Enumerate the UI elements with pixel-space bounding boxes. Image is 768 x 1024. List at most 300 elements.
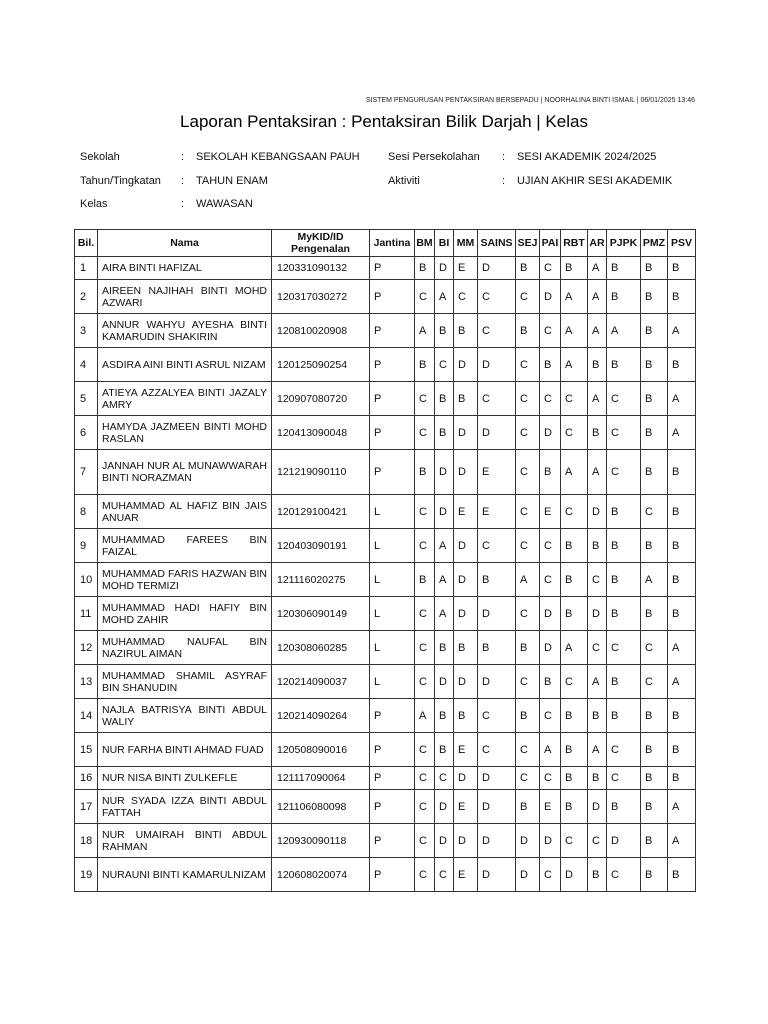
grade-cell-pjpk: B <box>607 665 641 699</box>
grade-cell-pjpk: B <box>607 790 641 824</box>
grade-cell-bi: C <box>435 348 454 382</box>
grade-cell-sains: D <box>478 348 516 382</box>
grade-cell-rbt: B <box>561 563 588 597</box>
grade-cell-pmz: B <box>641 790 668 824</box>
mykid-cell: 120608020074 <box>272 858 370 892</box>
jantina-cell: P <box>370 858 415 892</box>
mykid-cell: 120214090037 <box>272 665 370 699</box>
jantina-cell: P <box>370 733 415 767</box>
grade-cell-ar: A <box>588 733 607 767</box>
grade-cell-psv: A <box>668 382 696 416</box>
grade-cell-bi: C <box>435 858 454 892</box>
grade-cell-ar: A <box>588 382 607 416</box>
grade-cell-pmz: B <box>641 280 668 314</box>
grade-cell-psv: B <box>668 495 696 529</box>
grade-cell-bm: C <box>415 824 435 858</box>
table-row <box>75 314 696 348</box>
grade-cell-rbt: B <box>561 767 588 790</box>
grade-cell-rbt: A <box>561 631 588 665</box>
grade-cell-mm: D <box>454 597 478 631</box>
grade-cell-bi: B <box>435 382 454 416</box>
bil-cell: 6 <box>75 416 98 450</box>
bil-cell: 15 <box>75 733 98 767</box>
bil-cell: 3 <box>75 314 98 348</box>
nama-cell: ATIEYA AZZALYEA BINTI JAZALY AMRY <box>98 382 272 416</box>
grade-cell-sains: C <box>478 529 516 563</box>
table-body <box>75 257 696 892</box>
grade-cell-pai: C <box>540 767 561 790</box>
grade-cell-sej: B <box>516 631 540 665</box>
grade-cell-rbt: C <box>561 824 588 858</box>
grade-cell-psv: B <box>668 767 696 790</box>
grade-cell-rbt: A <box>561 450 588 495</box>
grade-cell-sains: D <box>478 597 516 631</box>
grade-cell-pai: C <box>540 858 561 892</box>
grade-cell-ar: B <box>588 699 607 733</box>
grade-cell-psv: B <box>668 597 696 631</box>
bil-cell: 14 <box>75 699 98 733</box>
grade-cell-pmz: B <box>641 314 668 348</box>
grade-cell-pai: E <box>540 495 561 529</box>
grade-cell-psv: B <box>668 257 696 280</box>
column-header-pai: PAI <box>540 230 561 257</box>
table-row <box>75 858 696 892</box>
nama-cell: MUHAMMAD NAUFAL BIN NAZIRUL AIMAN <box>98 631 272 665</box>
nama-cell: ASDIRA AINI BINTI ASRUL NIZAM <box>98 348 272 382</box>
grade-cell-bi: D <box>435 495 454 529</box>
grade-cell-sains: D <box>478 824 516 858</box>
grade-cell-bi: B <box>435 631 454 665</box>
grade-cell-sains: E <box>478 495 516 529</box>
grade-cell-sains: B <box>478 631 516 665</box>
grade-cell-sains: C <box>478 382 516 416</box>
grade-cell-mm: B <box>454 631 478 665</box>
column-header-mm: MM <box>454 230 478 257</box>
jantina-cell: P <box>370 699 415 733</box>
grade-cell-bm: A <box>415 699 435 733</box>
system-info-line: SISTEM PENGURUSAN PENTAKSIRAN BERSEPADU | NOORHALINA BINTI ISMAIL | 06/01/2025 13:46 <box>365 97 695 104</box>
table-row <box>75 382 696 416</box>
grade-cell-pjpk: C <box>607 858 641 892</box>
grade-cell-sains: C <box>478 280 516 314</box>
sesi-value: SESI AKADEMIK 2024/2025 <box>517 151 657 163</box>
column-header-rbt: RBT <box>561 230 588 257</box>
grade-cell-mm: D <box>454 563 478 597</box>
grade-cell-bm: C <box>415 733 435 767</box>
table-row <box>75 348 696 382</box>
grade-cell-sej: C <box>516 597 540 631</box>
kelas-label: Kelas <box>80 198 108 210</box>
jantina-cell: P <box>370 257 415 280</box>
grade-cell-sej: B <box>516 699 540 733</box>
grade-cell-mm: E <box>454 733 478 767</box>
grade-cell-bm: C <box>415 665 435 699</box>
grade-cell-pai: C <box>540 382 561 416</box>
grade-cell-pjpk: C <box>607 733 641 767</box>
grade-cell-sains: D <box>478 257 516 280</box>
bil-cell: 8 <box>75 495 98 529</box>
grade-cell-psv: B <box>668 733 696 767</box>
nama-cell: HAMYDA JAZMEEN BINTI MOHD RASLAN <box>98 416 272 450</box>
grade-cell-sej: D <box>516 858 540 892</box>
nama-cell: MUHAMMAD HADI HAFIY BIN MOHD ZAHIR <box>98 597 272 631</box>
grade-cell-rbt: B <box>561 733 588 767</box>
grade-cell-psv: B <box>668 563 696 597</box>
grade-cell-sains: D <box>478 858 516 892</box>
grade-cell-sains: D <box>478 416 516 450</box>
jantina-cell: L <box>370 665 415 699</box>
grade-cell-sej: C <box>516 767 540 790</box>
grade-cell-pmz: C <box>641 495 668 529</box>
table-row <box>75 631 696 665</box>
grade-cell-pmz: B <box>641 348 668 382</box>
colon: : <box>181 175 185 187</box>
grade-cell-psv: B <box>668 529 696 563</box>
table-row <box>75 767 696 790</box>
grade-cell-sej: C <box>516 529 540 563</box>
nama-cell: AIREEN NAJIHAH BINTI MOHD AZWARI <box>98 280 272 314</box>
grade-cell-rbt: D <box>561 858 588 892</box>
grade-cell-bm: B <box>415 563 435 597</box>
nama-cell: MUHAMMAD AL HAFIZ BIN JAIS ANUAR <box>98 495 272 529</box>
grade-cell-bi: D <box>435 450 454 495</box>
bil-cell: 7 <box>75 450 98 495</box>
grade-cell-pai: C <box>540 529 561 563</box>
grade-cell-rbt: A <box>561 348 588 382</box>
mykid-cell: 120317030272 <box>272 280 370 314</box>
colon: : <box>502 175 506 187</box>
grade-cell-pai: D <box>540 280 561 314</box>
grade-cell-ar: A <box>588 314 607 348</box>
table-header-row <box>75 230 696 257</box>
grade-cell-bm: C <box>415 767 435 790</box>
grade-cell-pai: D <box>540 631 561 665</box>
grade-cell-ar: A <box>588 450 607 495</box>
column-header-bm: BM <box>415 230 435 257</box>
grade-cell-pai: B <box>540 450 561 495</box>
grade-cell-sej: D <box>516 824 540 858</box>
jantina-cell: P <box>370 416 415 450</box>
mykid-cell: 120331090132 <box>272 257 370 280</box>
mykid-cell: 120508090016 <box>272 733 370 767</box>
mykid-cell: 120403090191 <box>272 529 370 563</box>
sekolah-label: Sekolah <box>80 151 120 163</box>
tahun-label: Tahun/Tingkatan <box>80 175 161 187</box>
bil-cell: 18 <box>75 824 98 858</box>
grade-cell-pai: E <box>540 790 561 824</box>
grade-cell-bm: C <box>415 280 435 314</box>
grade-cell-pjpk: B <box>607 699 641 733</box>
jantina-cell: P <box>370 348 415 382</box>
grade-cell-sains: C <box>478 314 516 348</box>
grade-cell-bi: B <box>435 699 454 733</box>
nama-cell: NURAUNI BINTI KAMARULNIZAM <box>98 858 272 892</box>
grade-cell-rbt: B <box>561 257 588 280</box>
grade-cell-bm: C <box>415 529 435 563</box>
grade-cell-mm: E <box>454 790 478 824</box>
mykid-cell: 120930090118 <box>272 824 370 858</box>
column-header-mykid: MyKID/ID Pengenalan <box>272 230 370 257</box>
grade-cell-sains: D <box>478 790 516 824</box>
grade-cell-mm: B <box>454 699 478 733</box>
grade-cell-pjpk: C <box>607 631 641 665</box>
grade-cell-pai: D <box>540 824 561 858</box>
bil-cell: 1 <box>75 257 98 280</box>
grade-cell-rbt: B <box>561 699 588 733</box>
bil-cell: 12 <box>75 631 98 665</box>
grade-cell-mm: D <box>454 824 478 858</box>
column-header-bil: Bil. <box>75 230 98 257</box>
grade-cell-bi: B <box>435 416 454 450</box>
grade-cell-bm: C <box>415 416 435 450</box>
nama-cell: MUHAMMAD FARIS HAZWAN BIN MOHD TERMIZI <box>98 563 272 597</box>
grade-cell-ar: C <box>588 631 607 665</box>
table-row <box>75 495 696 529</box>
mykid-cell: 120306090149 <box>272 597 370 631</box>
grade-cell-sains: B <box>478 563 516 597</box>
jantina-cell: L <box>370 563 415 597</box>
table-row <box>75 790 696 824</box>
grade-cell-pmz: B <box>641 597 668 631</box>
grade-cell-sej: C <box>516 348 540 382</box>
grade-cell-psv: A <box>668 314 696 348</box>
mykid-cell: 121116020275 <box>272 563 370 597</box>
grade-cell-ar: D <box>588 597 607 631</box>
bil-cell: 9 <box>75 529 98 563</box>
grade-cell-bm: C <box>415 382 435 416</box>
grade-cell-pjpk: B <box>607 348 641 382</box>
grade-cell-mm: E <box>454 495 478 529</box>
grade-cell-rbt: B <box>561 529 588 563</box>
grade-cell-mm: D <box>454 450 478 495</box>
grade-cell-sains: C <box>478 733 516 767</box>
grade-cell-bi: D <box>435 665 454 699</box>
grade-cell-pjpk: B <box>607 280 641 314</box>
mykid-cell: 121117090064 <box>272 767 370 790</box>
column-header-nama: Nama <box>98 230 272 257</box>
mykid-cell: 120125090254 <box>272 348 370 382</box>
colon: : <box>181 151 185 163</box>
bil-cell: 10 <box>75 563 98 597</box>
grade-cell-mm: D <box>454 767 478 790</box>
grade-cell-pai: D <box>540 416 561 450</box>
grade-cell-pmz: C <box>641 665 668 699</box>
table-row <box>75 733 696 767</box>
grade-cell-mm: E <box>454 257 478 280</box>
grade-cell-rbt: C <box>561 665 588 699</box>
grade-cell-psv: A <box>668 824 696 858</box>
grade-cell-ar: A <box>588 280 607 314</box>
grade-cell-pjpk: B <box>607 257 641 280</box>
grade-cell-pai: C <box>540 257 561 280</box>
grade-cell-sains: E <box>478 450 516 495</box>
grade-cell-pai: A <box>540 733 561 767</box>
jantina-cell: L <box>370 495 415 529</box>
grade-cell-sej: C <box>516 382 540 416</box>
grade-cell-bm: A <box>415 314 435 348</box>
grade-cell-sej: B <box>516 257 540 280</box>
grade-cell-ar: A <box>588 257 607 280</box>
table-row <box>75 699 696 733</box>
jantina-cell: L <box>370 597 415 631</box>
grade-cell-bm: B <box>415 348 435 382</box>
aktiviti-value: UJIAN AKHIR SESI AKADEMIK <box>517 175 673 187</box>
table-row <box>75 529 696 563</box>
jantina-cell: L <box>370 631 415 665</box>
grade-cell-bi: B <box>435 733 454 767</box>
table-row <box>75 450 696 495</box>
grade-cell-ar: B <box>588 858 607 892</box>
grade-cell-psv: A <box>668 416 696 450</box>
grade-cell-bi: A <box>435 529 454 563</box>
grade-cell-pjpk: C <box>607 382 641 416</box>
grade-cell-rbt: A <box>561 280 588 314</box>
table-row <box>75 416 696 450</box>
nama-cell: MUHAMMAD FAREES BIN FAIZAL <box>98 529 272 563</box>
grade-cell-mm: D <box>454 348 478 382</box>
grade-cell-bm: B <box>415 257 435 280</box>
grade-cell-mm: D <box>454 665 478 699</box>
grade-cell-sains: D <box>478 767 516 790</box>
grade-cell-ar: B <box>588 767 607 790</box>
grade-cell-ar: D <box>588 495 607 529</box>
grade-cell-sej: B <box>516 790 540 824</box>
grade-cell-pmz: B <box>641 767 668 790</box>
grade-cell-mm: D <box>454 416 478 450</box>
grade-cell-sej: C <box>516 450 540 495</box>
grade-cell-bi: C <box>435 767 454 790</box>
grade-cell-psv: B <box>668 348 696 382</box>
nama-cell: NAJLA BATRISYA BINTI ABDUL WALIY <box>98 699 272 733</box>
grade-cell-pmz: B <box>641 416 668 450</box>
grade-cell-pjpk: C <box>607 416 641 450</box>
grade-cell-bm: B <box>415 450 435 495</box>
grade-cell-bi: A <box>435 280 454 314</box>
grade-cell-rbt: A <box>561 314 588 348</box>
grade-cell-pjpk: C <box>607 767 641 790</box>
mykid-cell: 120308060285 <box>272 631 370 665</box>
grade-cell-rbt: C <box>561 495 588 529</box>
grade-cell-sains: C <box>478 699 516 733</box>
grade-cell-bm: C <box>415 495 435 529</box>
tahun-value: TAHUN ENAM <box>196 175 268 187</box>
grade-cell-pai: C <box>540 563 561 597</box>
table-row <box>75 280 696 314</box>
nama-cell: NUR SYADA IZZA BINTI ABDUL FATTAH <box>98 790 272 824</box>
grade-cell-sej: A <box>516 563 540 597</box>
nama-cell: ANNUR WAHYU AYESHA BINTI KAMARUDIN SHAKIRIN <box>98 314 272 348</box>
grade-cell-pai: C <box>540 314 561 348</box>
grade-cell-mm: E <box>454 858 478 892</box>
page-title: Laporan Pentaksiran : Pentaksiran Bilik Darjah | Kelas <box>180 112 588 131</box>
column-header-ar: AR <box>588 230 607 257</box>
grade-cell-pmz: B <box>641 699 668 733</box>
column-header-psv: PSV <box>668 230 696 257</box>
grade-cell-pai: C <box>540 699 561 733</box>
grade-cell-pai: B <box>540 348 561 382</box>
grade-cell-pmz: B <box>641 382 668 416</box>
jantina-cell: P <box>370 767 415 790</box>
nama-cell: NUR UMAIRAH BINTI ABDUL RAHMAN <box>98 824 272 858</box>
grade-cell-bi: A <box>435 597 454 631</box>
grade-cell-pjpk: D <box>607 824 641 858</box>
mykid-cell: 121219090110 <box>272 450 370 495</box>
nama-cell: NUR FARHA BINTI AHMAD FUAD <box>98 733 272 767</box>
table-row <box>75 257 696 280</box>
mykid-cell: 120129100421 <box>272 495 370 529</box>
bil-cell: 16 <box>75 767 98 790</box>
grade-cell-pjpk: B <box>607 529 641 563</box>
grade-cell-psv: B <box>668 699 696 733</box>
grade-cell-pai: B <box>540 665 561 699</box>
mykid-cell: 120413090048 <box>272 416 370 450</box>
grade-cell-ar: B <box>588 348 607 382</box>
assessment-table <box>74 229 696 892</box>
bil-cell: 11 <box>75 597 98 631</box>
grade-cell-rbt: C <box>561 382 588 416</box>
grade-cell-sains: D <box>478 665 516 699</box>
grade-cell-bm: C <box>415 858 435 892</box>
grade-cell-bi: B <box>435 314 454 348</box>
grade-cell-pmz: C <box>641 631 668 665</box>
grade-cell-mm: C <box>454 280 478 314</box>
grade-cell-pmz: B <box>641 529 668 563</box>
grade-cell-pmz: A <box>641 563 668 597</box>
mykid-cell: 120810020908 <box>272 314 370 348</box>
grade-cell-psv: A <box>668 665 696 699</box>
jantina-cell: P <box>370 280 415 314</box>
mykid-cell: 121106080098 <box>272 790 370 824</box>
jantina-cell: L <box>370 529 415 563</box>
grade-cell-psv: B <box>668 280 696 314</box>
colon: : <box>502 151 506 163</box>
grade-cell-sej: C <box>516 495 540 529</box>
grade-cell-bi: D <box>435 824 454 858</box>
grade-cell-sej: C <box>516 280 540 314</box>
grade-cell-pjpk: C <box>607 450 641 495</box>
mykid-cell: 120907080720 <box>272 382 370 416</box>
jantina-cell: P <box>370 382 415 416</box>
table-row <box>75 597 696 631</box>
grade-cell-pmz: B <box>641 858 668 892</box>
grade-cell-mm: B <box>454 382 478 416</box>
grade-cell-pjpk: B <box>607 563 641 597</box>
grade-cell-sej: C <box>516 665 540 699</box>
nama-cell: AIRA BINTI HAFIZAL <box>98 257 272 280</box>
bil-cell: 13 <box>75 665 98 699</box>
grade-cell-ar: C <box>588 824 607 858</box>
grade-cell-sej: C <box>516 733 540 767</box>
colon: : <box>181 198 185 210</box>
aktiviti-label: Aktiviti <box>388 175 420 187</box>
grade-cell-psv: B <box>668 450 696 495</box>
column-header-bi: BI <box>435 230 454 257</box>
sekolah-value: SEKOLAH KEBANGSAAN PAUH <box>196 151 360 163</box>
grade-cell-psv: A <box>668 631 696 665</box>
nama-cell: NUR NISA BINTI ZULKEFLE <box>98 767 272 790</box>
grade-cell-pai: D <box>540 597 561 631</box>
grade-cell-rbt: B <box>561 597 588 631</box>
grade-cell-bi: D <box>435 790 454 824</box>
table-row <box>75 824 696 858</box>
grade-cell-mm: B <box>454 314 478 348</box>
grade-cell-mm: D <box>454 529 478 563</box>
grade-cell-psv: B <box>668 858 696 892</box>
column-header-pmz: PMZ <box>641 230 668 257</box>
column-header-sains: SAINS <box>478 230 516 257</box>
grade-cell-pmz: B <box>641 450 668 495</box>
grade-cell-rbt: C <box>561 416 588 450</box>
